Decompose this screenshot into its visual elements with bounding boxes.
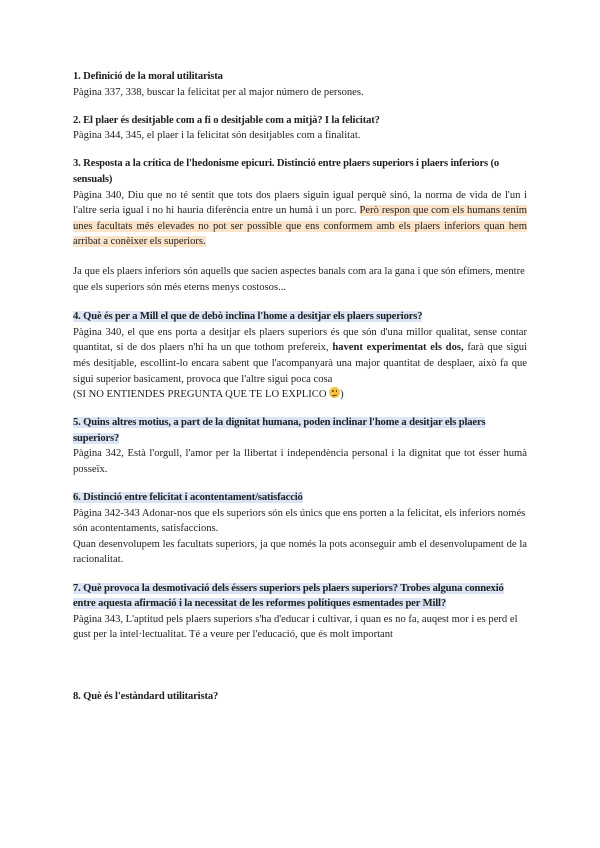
question-3-answer-text: Pàgina 340, Diu que no té sentit que tots dos plaers siguin igual perquè sinó, la norma de vida de l'un i l'altre seria igual i no hi hauria diferència entre un humà i un porc.	[73, 189, 527, 217]
question-1-answer: Pàgina 337, 338, buscar la felicitat per al major número de persones.	[73, 86, 364, 98]
question-3-highlighted-text: Però respon que com els humans tenim unes facultats més elevades no pot ser possible que ens conformem amb els plaers inferiors quan hem arribat a conèixer els superiors.	[73, 205, 528, 248]
question-5-answer: Pàgina 342, Està l'orgull, l'amor per la llibertat i independència personal i la dignitat que tot ésser humà posseïx.	[73, 448, 527, 475]
question-8	[73, 689, 527, 705]
question-3-title: 3. Resposta a la crítica de l'hedonisme epicuri. Distinció entre plaers superiors i plaers inferiors (o sensuals)	[73, 158, 500, 185]
question-5-title: 5. Quins altres motius, a part de la dignitat humana, poden inclinar l'home a desitjar els plaers superiors?	[73, 417, 486, 444]
question-7-title: 7. Què provoca la desmotivació dels éssers superiors pels plaers superiors? Trobes alguna connexió entre aquesta afirmació i la necessitat de les reformes polítiques esmentades per Mill?	[73, 582, 504, 610]
question-2-answer: Pàgina 344, 345, el plaer i la felicitat són desitjables com a finalitat.	[73, 130, 361, 142]
question-3	[73, 156, 527, 295]
question-6-answer-2: Quan desenvolupem les facultats superiors, ja que només la pots aconseguir amb el desenvolupament de la racionalitat.	[73, 538, 527, 566]
question-4-note-end: )	[340, 389, 344, 401]
question-4-answer	[73, 325, 527, 387]
question-8-title: 8. Què és l'estàndard utilitarista?	[73, 691, 219, 703]
question-6	[73, 490, 527, 568]
question-3-answer	[73, 188, 527, 250]
question-6-answer: Pàgina 342-343 Adonar-nos que els superiors són els únics que ens porten a la felicitat, els inferiors només són acontentaments, satisfaccions.	[73, 507, 526, 535]
question-2	[73, 113, 527, 144]
question-7-answer: Pàgina 343, L'aptitud pels plaers superiors s'ha d'educar i cultivar, i quan es no fa, auqest mor i es perd el gust per la intel·lectualitat. Té a veure per l'educació, que és molt important	[73, 613, 518, 641]
question-6-title: 6. Distinció entre felicitat i acontentament/satisfacció	[73, 492, 303, 504]
question-1	[73, 69, 527, 100]
question-4-answer-part1: Pàgina 340, el que ens porta a desitjar els plaers superiors és que són d'una millor qualitat, sense contar quantitat, si de dos plaers n'hi ha un que tothom prefereix,	[73, 326, 527, 354]
question-4-answer-part2: farà que sigui més desitjable, escollint-lo encara sabent que l'acompanyarà una major quantitat de desplaer, això fa que sigui superior basicament, provoca que l'altre sigui poca cosa	[73, 342, 527, 385]
question-4-note	[73, 387, 527, 403]
question-3-extra: Ja que els plaers inferiors són aquells que sacien aspectes banals com ara la gana i que són efímers, mentre que els superiors són més eterns menys costosos...	[73, 265, 525, 293]
question-4-title: 4. Què és per a Mill el que de debò inclina l'home a desitjar els plaers superiors?	[73, 311, 423, 323]
question-7	[73, 581, 527, 643]
confused-face-icon	[329, 387, 340, 398]
question-4-note-text: (SI NO ENTIENDES PREGUNTA QUE TE LO EXPLICO	[73, 389, 327, 401]
document-page	[73, 69, 527, 705]
question-4	[73, 309, 527, 403]
question-5	[73, 415, 527, 477]
question-4-answer-bold: havent experimentat els dos,	[332, 342, 464, 354]
question-2-title: 2. El plaer és desitjable com a fi o desitjable com a mitjà? I la felicitat?	[73, 114, 380, 126]
question-1-title: 1. Definició de la moral utilitarista	[73, 71, 223, 82]
